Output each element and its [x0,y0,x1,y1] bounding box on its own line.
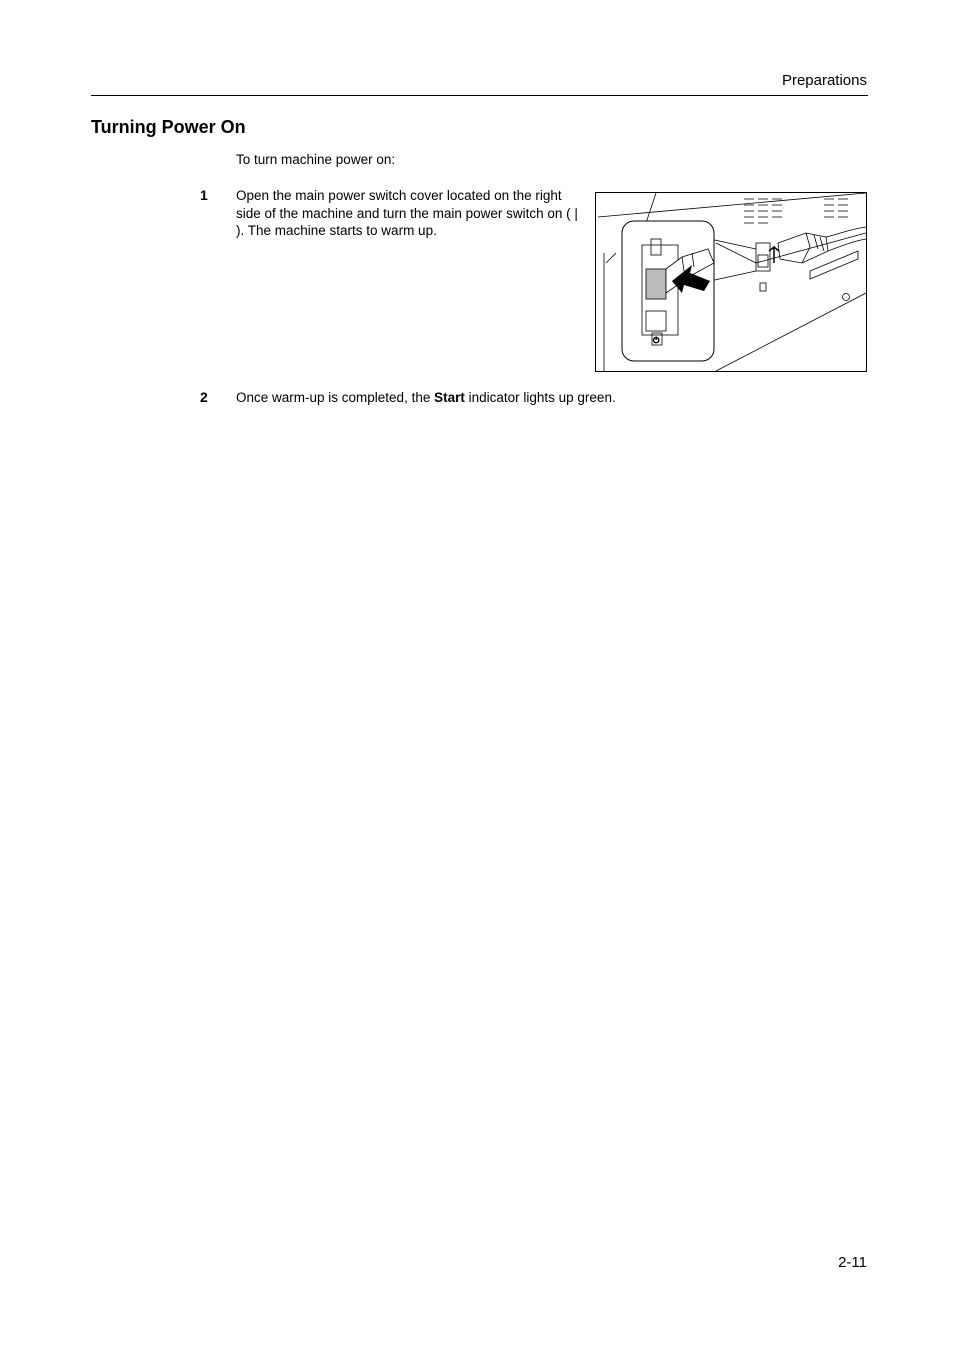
step-1-text: Open the main power switch cover located on the right side of the machine and turn the main power switch on ( | ). The machine starts to warm up. [236,188,578,238]
page-number: 2-11 [838,1254,867,1271]
svg-text:⏻: ⏻ [653,336,660,345]
header-rule [91,95,868,96]
power-switch-illustration [595,192,867,372]
start-indicator-label: Start [434,390,465,405]
intro-text: To turn machine power on: [236,152,396,167]
step-2-number: 2 [200,389,208,405]
step-2-text-before: Once warm-up is completed, the [236,390,435,405]
header-section-label: Preparations [781,72,867,89]
step-2-text-after: indicator lights up green. [464,390,616,405]
section-title: Turning Power On [91,117,246,137]
step-1-number: 1 [200,187,208,203]
step-2-text [236,389,796,407]
